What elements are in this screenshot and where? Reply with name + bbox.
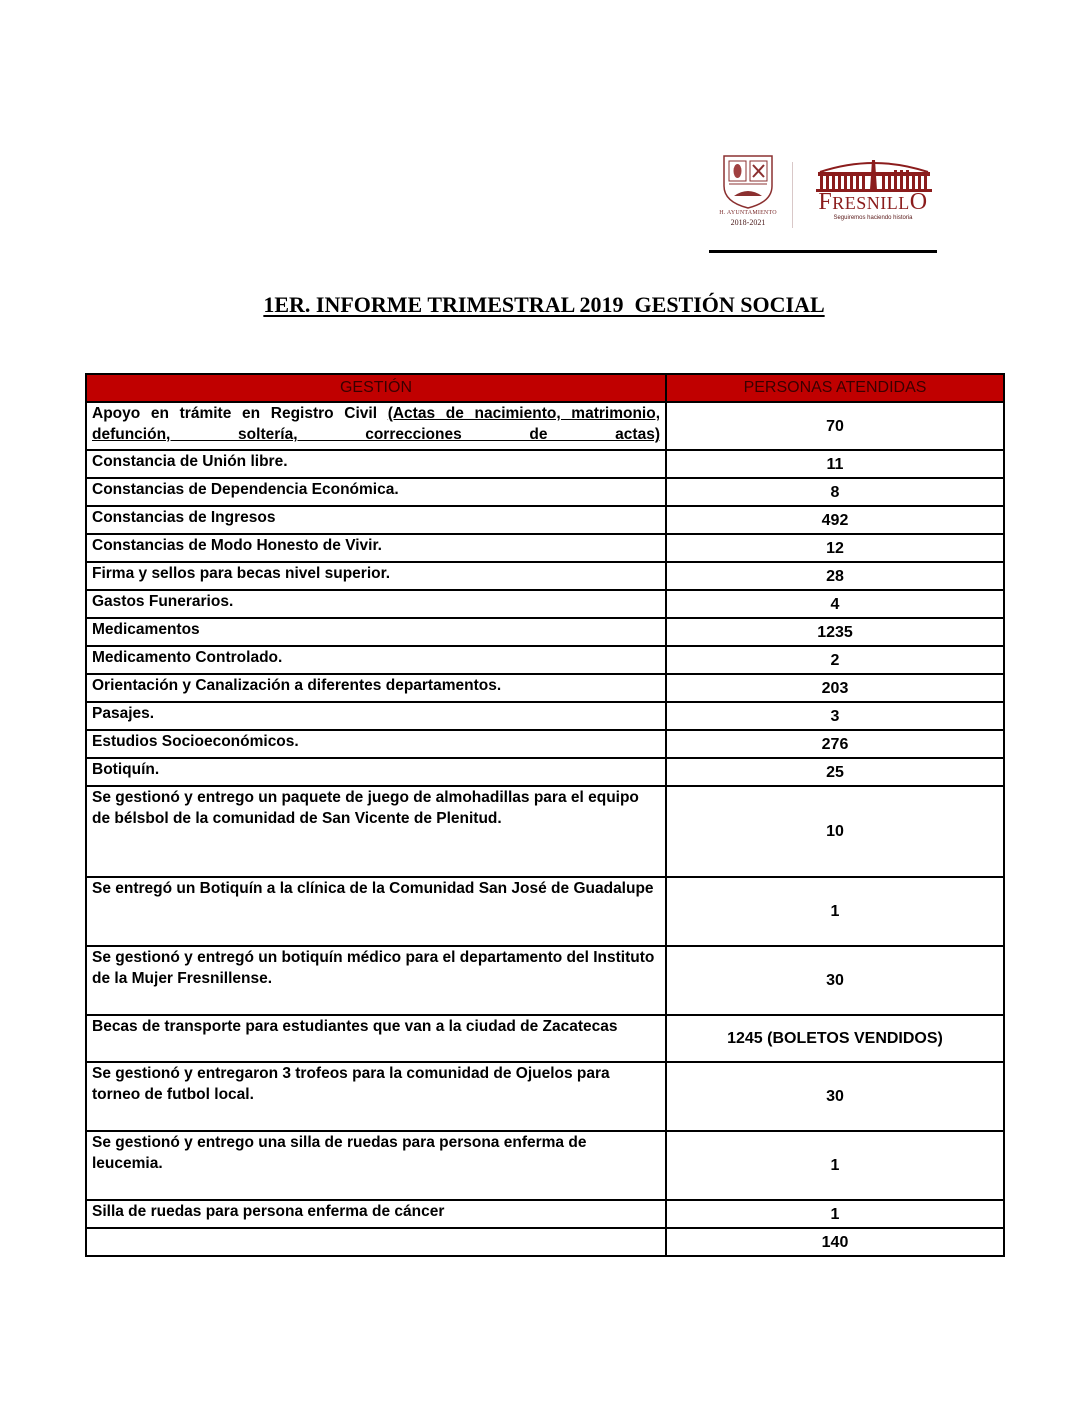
table-row [86, 506, 1004, 534]
gestion-cell: Constancia de Unión libre. [86, 450, 666, 478]
table-row [86, 534, 1004, 562]
personas-cell: 1 [666, 1131, 1004, 1200]
personas-cell: 10 [666, 786, 1004, 877]
ayuntamiento-label: H. AYUNTAMIENTO [719, 210, 777, 216]
table-row [86, 1131, 1004, 1200]
personas-cell: 25 [666, 758, 1004, 786]
gestion-social-table [85, 373, 1005, 1257]
gestion-cell [86, 1228, 666, 1256]
table-row [86, 562, 1004, 590]
gestion-cell: Medicamentos [86, 618, 666, 646]
table-row [86, 877, 1004, 946]
personas-cell: 1235 [666, 618, 1004, 646]
table-row [86, 702, 1004, 730]
personas-cell: 1245 (BOLETOS VENDIDOS) [666, 1015, 1004, 1062]
personas-cell: 492 [666, 506, 1004, 534]
personas-cell: 28 [666, 562, 1004, 590]
table-row [86, 1015, 1004, 1062]
personas-cell: 2 [666, 646, 1004, 674]
personas-cell: 30 [666, 946, 1004, 1015]
wordmark-middle: RESNILL [832, 193, 910, 213]
gestion-cell: Gastos Funerarios. [86, 590, 666, 618]
table-row [86, 786, 1004, 877]
personas-cell: 70 [666, 402, 1004, 450]
personas-cell: 1 [666, 877, 1004, 946]
gestion-cell [86, 402, 666, 450]
header-rule [709, 250, 937, 253]
gestion-cell: Se gestionó y entrego una silla de ruedas para persona enferma de leucemia. [86, 1131, 666, 1200]
gestion-cell: Orientación y Canalización a diferentes departamentos. [86, 674, 666, 702]
gestion-cell: Constancias de Modo Honesto de Vivir. [86, 534, 666, 562]
gestion-cell: Silla de ruedas para persona enferma de cáncer [86, 1200, 666, 1228]
gestion-cell: Se gestionó y entregó un botiquín médico para el departamento del Instituto de la Mujer Fresnillense. [86, 946, 666, 1015]
table-row [86, 730, 1004, 758]
table-row [86, 402, 1004, 450]
table-row [86, 590, 1004, 618]
gestion-cell: Becas de transporte para estudiantes que van a la ciudad de Zacatecas [86, 1015, 666, 1062]
gestion-cell: Se gestionó y entrego un paquete de juego de almohadillas para el equipo de bélsbol de la comunidad de San Vicente de Plenitud. [86, 786, 666, 877]
table-row [86, 618, 1004, 646]
gestion-underlined-text: (Actas de nacimiento, matrimonio, defunción, soltería, correcciones de actas) [92, 405, 661, 443]
wordmark-initial: F [818, 189, 833, 215]
gestion-cell: Pasajes. [86, 702, 666, 730]
gestion-cell: Se entregó un Botiquín a la clínica de la Comunidad San José de Guadalupe [86, 877, 666, 946]
fresnillo-slogan: Seguiremos haciendo historia [833, 215, 913, 221]
gestion-cell: Medicamento Controlado. [86, 646, 666, 674]
table-row [86, 1062, 1004, 1131]
column-header-gestion: GESTIÓN [86, 374, 666, 402]
personas-cell: 30 [666, 1062, 1004, 1131]
gestion-cell: Estudios Socioeconómicos. [86, 730, 666, 758]
gestion-cell: Botiquín. [86, 758, 666, 786]
table-row [86, 450, 1004, 478]
column-header-personas: PERSONAS ATENDIDAS [666, 374, 1004, 402]
gestion-text: Apoyo en trámite en Registro Civil [92, 405, 388, 422]
table-header-row [86, 374, 1004, 402]
coat-of-arms-icon [720, 152, 776, 210]
table-row [86, 758, 1004, 786]
wordmark-final: O [909, 189, 928, 215]
gestion-cell: Se gestionó y entregaron 3 trofeos para la comunidad de Ojuelos para torneo de futbol local. [86, 1062, 666, 1131]
header-logos [712, 152, 942, 232]
personas-cell: 276 [666, 730, 1004, 758]
personas-cell: 11 [666, 450, 1004, 478]
table-row [86, 646, 1004, 674]
personas-cell: 4 [666, 590, 1004, 618]
personas-cell: 8 [666, 478, 1004, 506]
fresnillo-wordmark [808, 190, 938, 215]
personas-cell: 12 [666, 534, 1004, 562]
page-title: 1ER. INFORME TRIMESTRAL 2019 GESTIÓN SOCIAL [263, 292, 825, 317]
gestion-cell: Firma y sellos para becas nivel superior. [86, 562, 666, 590]
table-row [86, 1200, 1004, 1228]
logo-divider [792, 162, 793, 228]
personas-cell: 3 [666, 702, 1004, 730]
table-total-row [86, 1228, 1004, 1256]
table-row [86, 478, 1004, 506]
gestion-cell: Constancias de Dependencia Económica. [86, 478, 666, 506]
fresnillo-building-icon [816, 156, 932, 192]
ayuntamiento-years: 2018-2021 [730, 218, 766, 227]
table-row [86, 946, 1004, 1015]
personas-cell: 203 [666, 674, 1004, 702]
personas-cell: 1 [666, 1200, 1004, 1228]
gestion-cell: Constancias de Ingresos [86, 506, 666, 534]
total-cell: 140 [666, 1228, 1004, 1256]
table-row [86, 674, 1004, 702]
